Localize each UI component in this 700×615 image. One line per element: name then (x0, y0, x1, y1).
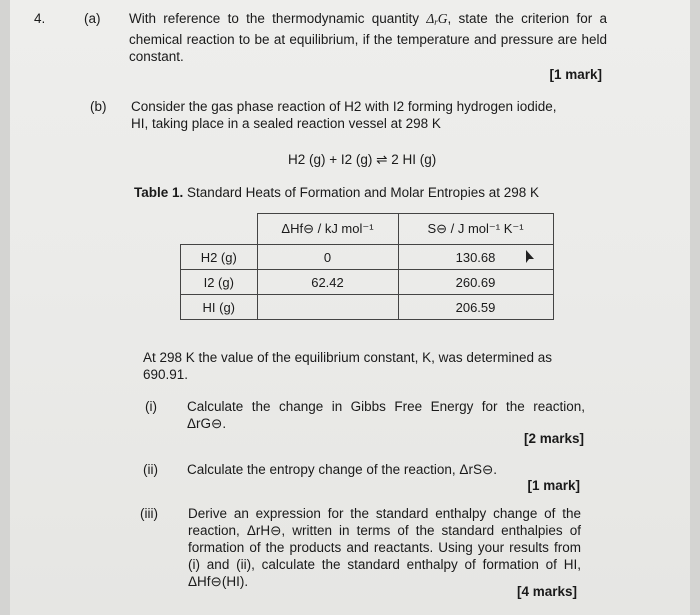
sub-i-text: Calculate the change in Gibbs Free Energy for the reaction, ΔrG⊖. (187, 399, 585, 431)
table-header-s: S⊖ / J mol⁻¹ K⁻¹ (398, 214, 553, 245)
part-b-label: (b) (90, 99, 107, 114)
mouse-cursor-icon (522, 249, 536, 265)
table-caption-label: Table 1. (134, 185, 184, 200)
table-caption-text: Standard Heats of Formation and Molar Entropies at 298 K (187, 185, 539, 200)
sub-i-label: (i) (145, 399, 157, 414)
dhf-cell: 0 (257, 245, 398, 270)
table-row (181, 295, 554, 320)
sub-i-marks: [2 marks] (523, 431, 584, 446)
data-table (180, 213, 554, 320)
species-cell: HI (g) (181, 295, 258, 320)
left-page-edge (0, 0, 10, 615)
right-page-edge (690, 0, 700, 615)
delta-r-g-symbol: $\Delta_rG$ (426, 11, 448, 27)
sub-ii-marks: [1 mark] (527, 478, 580, 493)
s-cell: 206.59 (398, 295, 553, 320)
sub-iii-marks: [4 marks] (516, 584, 577, 599)
part-a-label: (a) (84, 11, 101, 26)
reaction-equation: H2 (g) + I2 (g) ⇌ 2 HI (g) (288, 152, 437, 167)
table-row (181, 270, 554, 295)
part-a-marks: [1 mark] (549, 67, 602, 82)
table-corner-cell (181, 214, 258, 245)
s-cell: 130.68 (398, 245, 553, 270)
table-row (181, 245, 554, 270)
part-b-intro-line2: HI, taking place in a sealed reaction vessel at 298 K (131, 116, 441, 131)
part-b-intro (131, 98, 601, 132)
sub-iii-text: Derive an expression for the standard enthalpy change of the reaction, ΔrH⊖, written in terms of the standard enthalpies of formation of the products and reactants. Using your results from (i) and (ii), calculate the standard enthalpy of formation of HI, ΔHf⊖(HI). (188, 506, 581, 589)
sub-iii-label: (iii) (140, 506, 158, 521)
table-header-dhf: ΔHf⊖ / kJ mol⁻¹ (257, 214, 398, 245)
equilibrium-text: At 298 K the value of the equilibrium constant, K, was determined as 690.91. (143, 350, 552, 382)
table-header-row (181, 214, 554, 245)
sub-ii-text: Calculate the entropy change of the reaction, ΔrS⊖. (187, 462, 498, 477)
table-caption (134, 185, 539, 200)
part-a-text-before: With reference to the thermodynamic quantity (129, 11, 427, 26)
dhf-cell: 62.42 (257, 270, 398, 295)
dhf-cell (257, 295, 398, 320)
species-cell: H2 (g) (181, 245, 258, 270)
species-cell: I2 (g) (181, 270, 258, 295)
part-a-text (129, 10, 607, 65)
part-b-intro-line1: Consider the gas phase reaction of H2 with I2 forming hydrogen iodide, (131, 99, 557, 114)
part-a-text-after: , state the criterion for a chemical reaction to be at equilibrium, if the temperature and pressure are held constant. (129, 11, 607, 64)
s-cell: 260.69 (398, 270, 553, 295)
sub-ii-label: (ii) (143, 462, 158, 477)
question-number: 4. (34, 11, 46, 26)
